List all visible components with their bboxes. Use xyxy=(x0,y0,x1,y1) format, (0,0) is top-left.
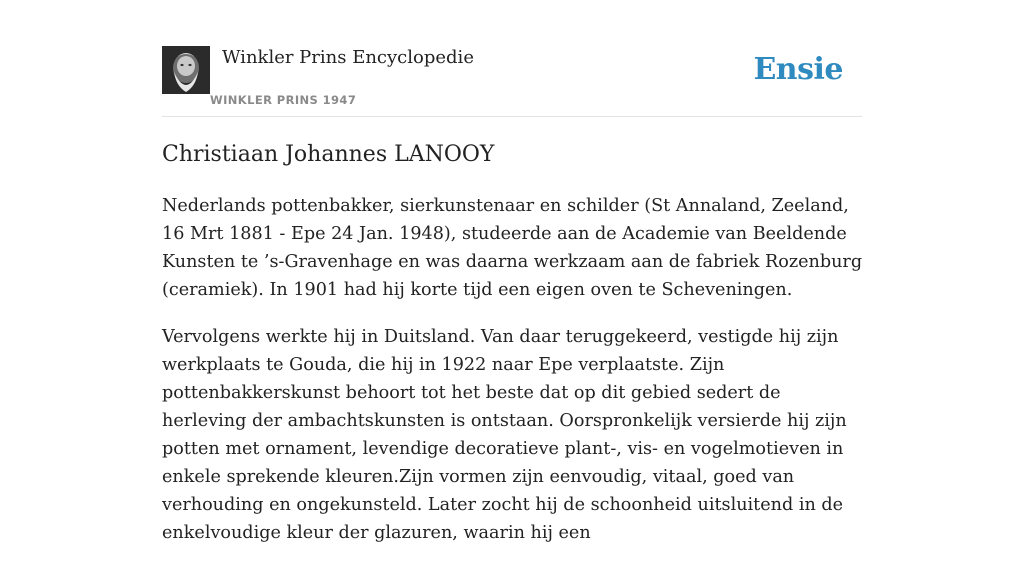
paragraph-2: Vervolgens werkte hij in Duitsland. Van daar teruggekeerd, vestigde hij zijn werkplaats te Gouda, die hij in 1922 naar Epe verplaatste. Zijn pottenbakkerskunst behoort tot het beste dat op dit gebied sedert de herleving der ambachtskunsten is ontstaan. Oorspronkelijk versierde hij zijn potten met ornament, levendige decoratieve plant-, vis- en vogelmotieven in enkele sprekende kleuren.Zijn vormen zijn eenvoudig, vitaal, goed van verhouding en ongekunsteld. Later zocht hij de schoonheid uitsluitend in de enkelvoudige kleur der glazuren, waarin hij een xyxy=(162,327,847,543)
paragraph-1: Nederlands pottenbakker, sierkunstenaar en schilder (St Annaland, Zeeland, 16 Mrt 1881 - Epe 24 Jan. 1948), studeerde aan de Academie van Beeldende Kunsten te ’s-Gravenhage en was daarna werkzaam aan de fabriek Rozenburg (ceramiek). In 1901 had hij korte tijd een eigen oven te Scheveningen. xyxy=(162,196,863,300)
publication-subtitle[interactable]: WINKLER PRINS 1947 xyxy=(210,93,357,107)
article-title: Christiaan Johannes LANOOY xyxy=(162,142,495,167)
article-body xyxy=(162,192,868,566)
header xyxy=(162,0,862,117)
brand-logo[interactable]: Ensie xyxy=(753,52,843,87)
portrait-avatar-icon[interactable] xyxy=(162,46,210,94)
publication-name[interactable]: Winkler Prins Encyclopedie xyxy=(222,47,474,68)
